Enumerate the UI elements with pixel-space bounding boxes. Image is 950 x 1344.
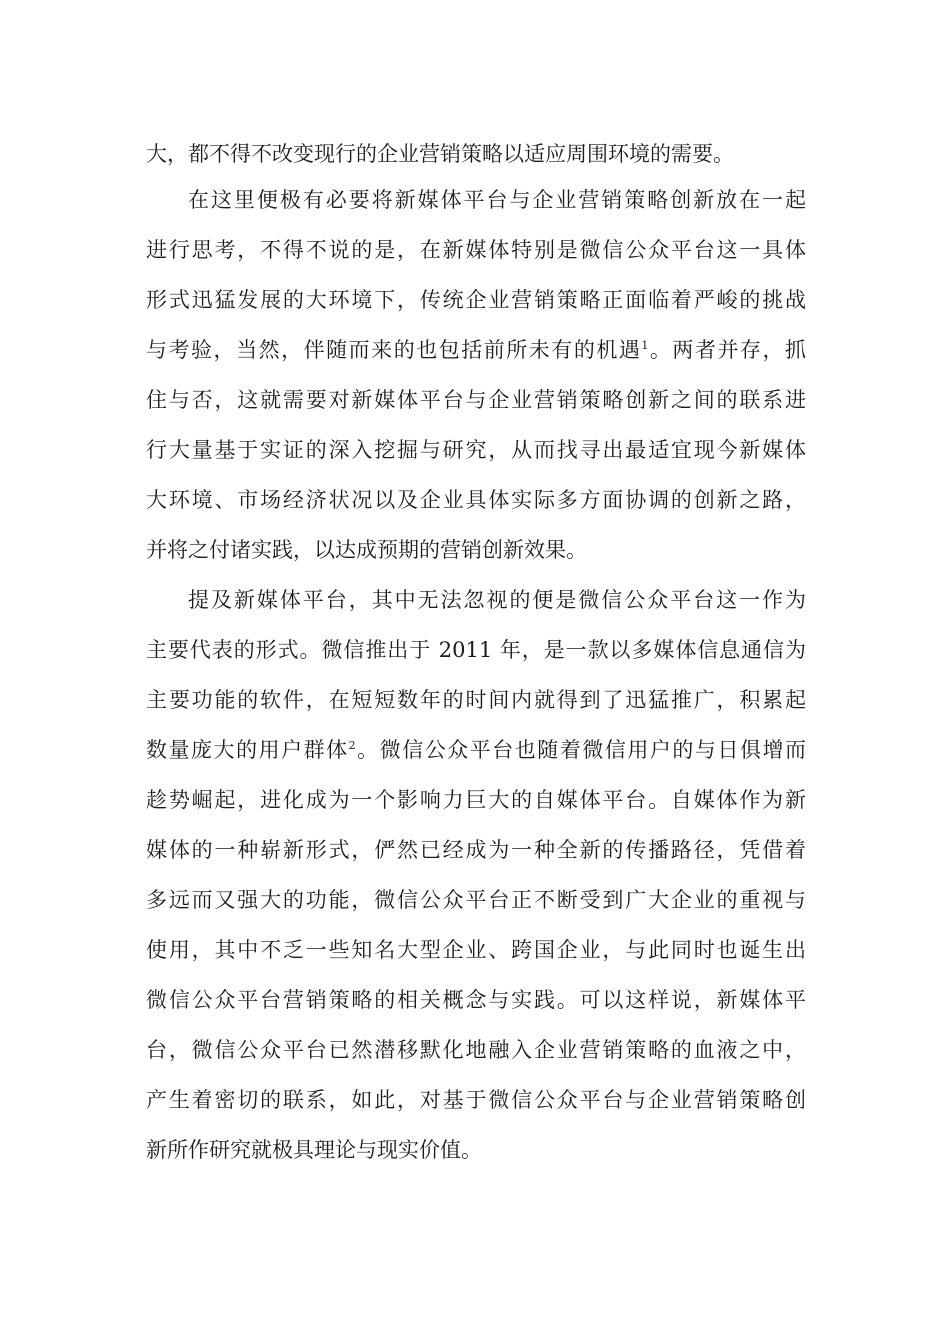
paragraph-2-line-2: 主要代表的形式。微信推出于 2011 年，是一款以多媒体信息通信为 <box>146 638 806 662</box>
paragraph-1-line-2: 进行思考，不得不说的是，在新媒体特别是微信公众平台这一具体 <box>146 238 806 262</box>
paragraph-0-line-1: 大，都不得不改变现行的企业营销策略以适应周围环境的需要。 <box>146 142 734 166</box>
footnote-ref-2: 2 <box>348 739 356 752</box>
paragraph-2-line-5: 趁势崛起，进化成为一个影响力巨大的自媒体平台。自媒体作为新 <box>146 788 806 812</box>
paragraph-1-line-4 <box>146 330 806 370</box>
paragraph-1-line-6: 行大量基于实证的深入挖掘与研究，从而找寻出最适宜现今新媒体 <box>146 438 806 462</box>
paragraph-2-line-7: 多远而又强大的功能，微信公众平台正不断受到广大企业的重视与 <box>146 888 806 912</box>
paragraph-2-line-12: 新所作研究就极具理论与现实价值。 <box>146 1138 482 1162</box>
paragraph-2-line-6: 媒体的一种崭新形式，俨然已经成为一种全新的传播路径，凭借着 <box>146 838 806 862</box>
paragraph-1-line-5: 住与否，这就需要对新媒体平台与企业营销策略创新之间的联系进 <box>146 388 806 412</box>
paragraph-2-line-1: 提及新媒体平台，其中无法忽视的便是微信公众平台这一作为 <box>188 588 806 612</box>
paragraph-2-line-11: 产生着密切的联系，如此，对基于微信公众平台与企业营销策略创 <box>146 1088 806 1112</box>
paragraph-2-line-10: 台，微信公众平台已然潜移默化地融入企业营销策略的血液之中， <box>146 1038 806 1062</box>
paragraph-1-line-8: 并将之付诸实践，以达成预期的营销创新效果。 <box>146 538 587 562</box>
paragraph-2-line-8: 使用，其中不乏一些知名大型企业、跨国企业，与此同时也诞生出 <box>146 938 806 962</box>
paragraph-1-line-7: 大环境、市场经济状况以及企业具体实际多方面协调的创新之路， <box>146 488 806 512</box>
footnote-ref-1: 1 <box>641 339 649 352</box>
text-segment: 数量庞大的用户群体 <box>146 738 349 762</box>
paragraph-2-line-9: 微信公众平台营销策略的相关概念与实践。可以这样说，新媒体平 <box>146 988 806 1012</box>
text-segment: 与考验，当然，伴随而来的也包括前所未有的机遇 <box>146 338 642 362</box>
text-segment: 。微信公众平台也随着微信用户的与日俱增而 <box>355 738 806 762</box>
paragraph-1-line-3: 形式迅猛发展的大环境下，传统企业营销策略正面临着严峻的挑战 <box>146 288 806 312</box>
paragraph-1-line-1: 在这里便极有必要将新媒体平台与企业营销策略创新放在一起 <box>188 188 806 212</box>
paragraph-2-line-4 <box>146 730 806 770</box>
text-segment: 。两者并存，抓 <box>648 338 807 362</box>
paragraph-2-line-3: 主要功能的软件，在短短数年的时间内就得到了迅猛推广，积累起 <box>146 688 806 712</box>
